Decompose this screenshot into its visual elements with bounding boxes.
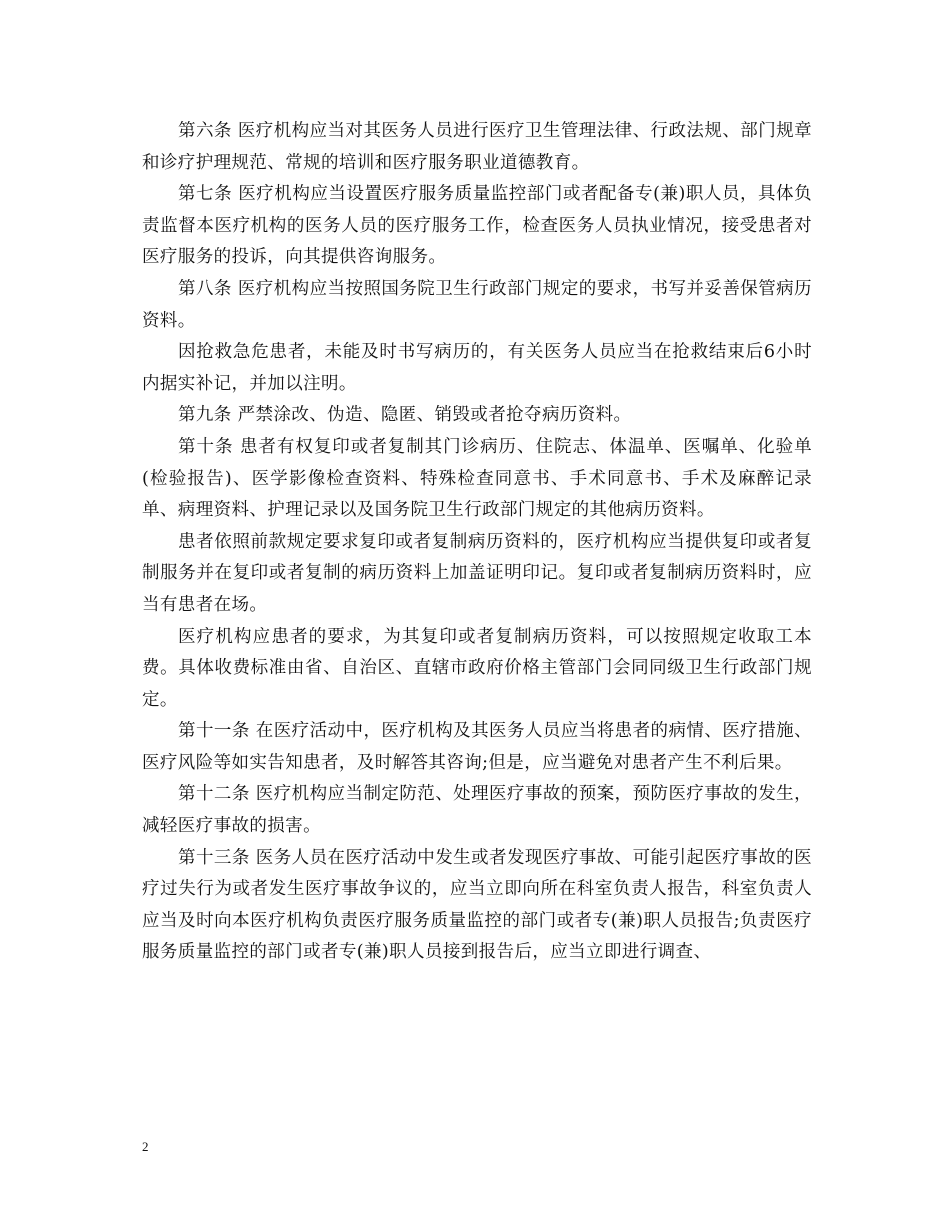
article-7-paragraph: 第七条 医疗机构应当设置医疗服务质量监控部门或者配备专(兼)职人员，具体负责监督本医疗机构的医务人员的医疗服务工作，检查医务人员执业情况，接受患者对医疗服务的投诉，向其提供咨询服务。 [142, 184, 812, 268]
article-6-paragraph: 第六条 医疗机构应当对其医务人员进行医疗卫生管理法律、行政法规、部门规章和诊疗护理规范、常规的培训和医疗服务职业道德教育。 [142, 121, 812, 173]
page-number: 2 [142, 1139, 149, 1154]
article-10-fee-paragraph: 医疗机构应患者的要求，为其复印或者复制病历资料，可以按照规定收取工本费。具体收费标准由省、自治区、直辖市政府价格主管部门会同同级卫生行政部门规定。 [142, 626, 812, 710]
article-12-paragraph: 第十二条 医疗机构应当制定防范、处理医疗事故的预案，预防医疗事故的发生，减轻医疗事故的损害。 [142, 784, 812, 837]
article-8-supplement-paragraph: 因抢救急危患者，未能及时书写病历的，有关医务人员应当在抢救结束后6小时内据实补记，并加以注明。 [142, 342, 812, 394]
article-10-copy-service-paragraph: 患者依照前款规定要求复印或者复制病历资料的，医疗机构应当提供复印或者复制服务并在复印或者复制的病历资料上加盖证明印记。复印或者复制病历资料时，应当有患者在场。 [142, 531, 812, 615]
article-10-paragraph: 第十条 患者有权复印或者复制其门诊病历、住院志、体温单、医嘱单、化验单(检验报告)、医学影像检查资料、特殊检查同意书、手术同意书、手术及麻醉记录单、病理资料、护理记录以及国务院卫生行政部门规定的其他病历资料。 [142, 436, 812, 521]
article-11-paragraph: 第十一条 在医疗活动中，医疗机构及其医务人员应当将患者的病情、医疗措施、医疗风险等如实告知患者，及时解答其咨询;但是，应当避免对患者产生不利后果。 [142, 721, 812, 773]
article-8-paragraph: 第八条 医疗机构应当按照国务院卫生行政部门规定的要求，书写并妥善保管病历资料。 [142, 278, 812, 331]
article-9-paragraph: 第九条 严禁涂改、伪造、隐匿、销毁或者抢夺病历资料。 [178, 405, 632, 426]
document-body [142, 116, 812, 969]
article-13-paragraph: 第十三条 医务人员在医疗活动中发生或者发现医疗事故、可能引起医疗事故的医疗过失行为或者发生医疗事故争议的，应当立即向所在科室负责人报告，科室负责人应当及时向本医疗机构负责医疗服务质量监控的部门或者专(兼)职人员报告;负责医疗服务质量监控的部门或者专(兼)职人员接到报告后，应当立即进行调查、 [142, 847, 812, 963]
